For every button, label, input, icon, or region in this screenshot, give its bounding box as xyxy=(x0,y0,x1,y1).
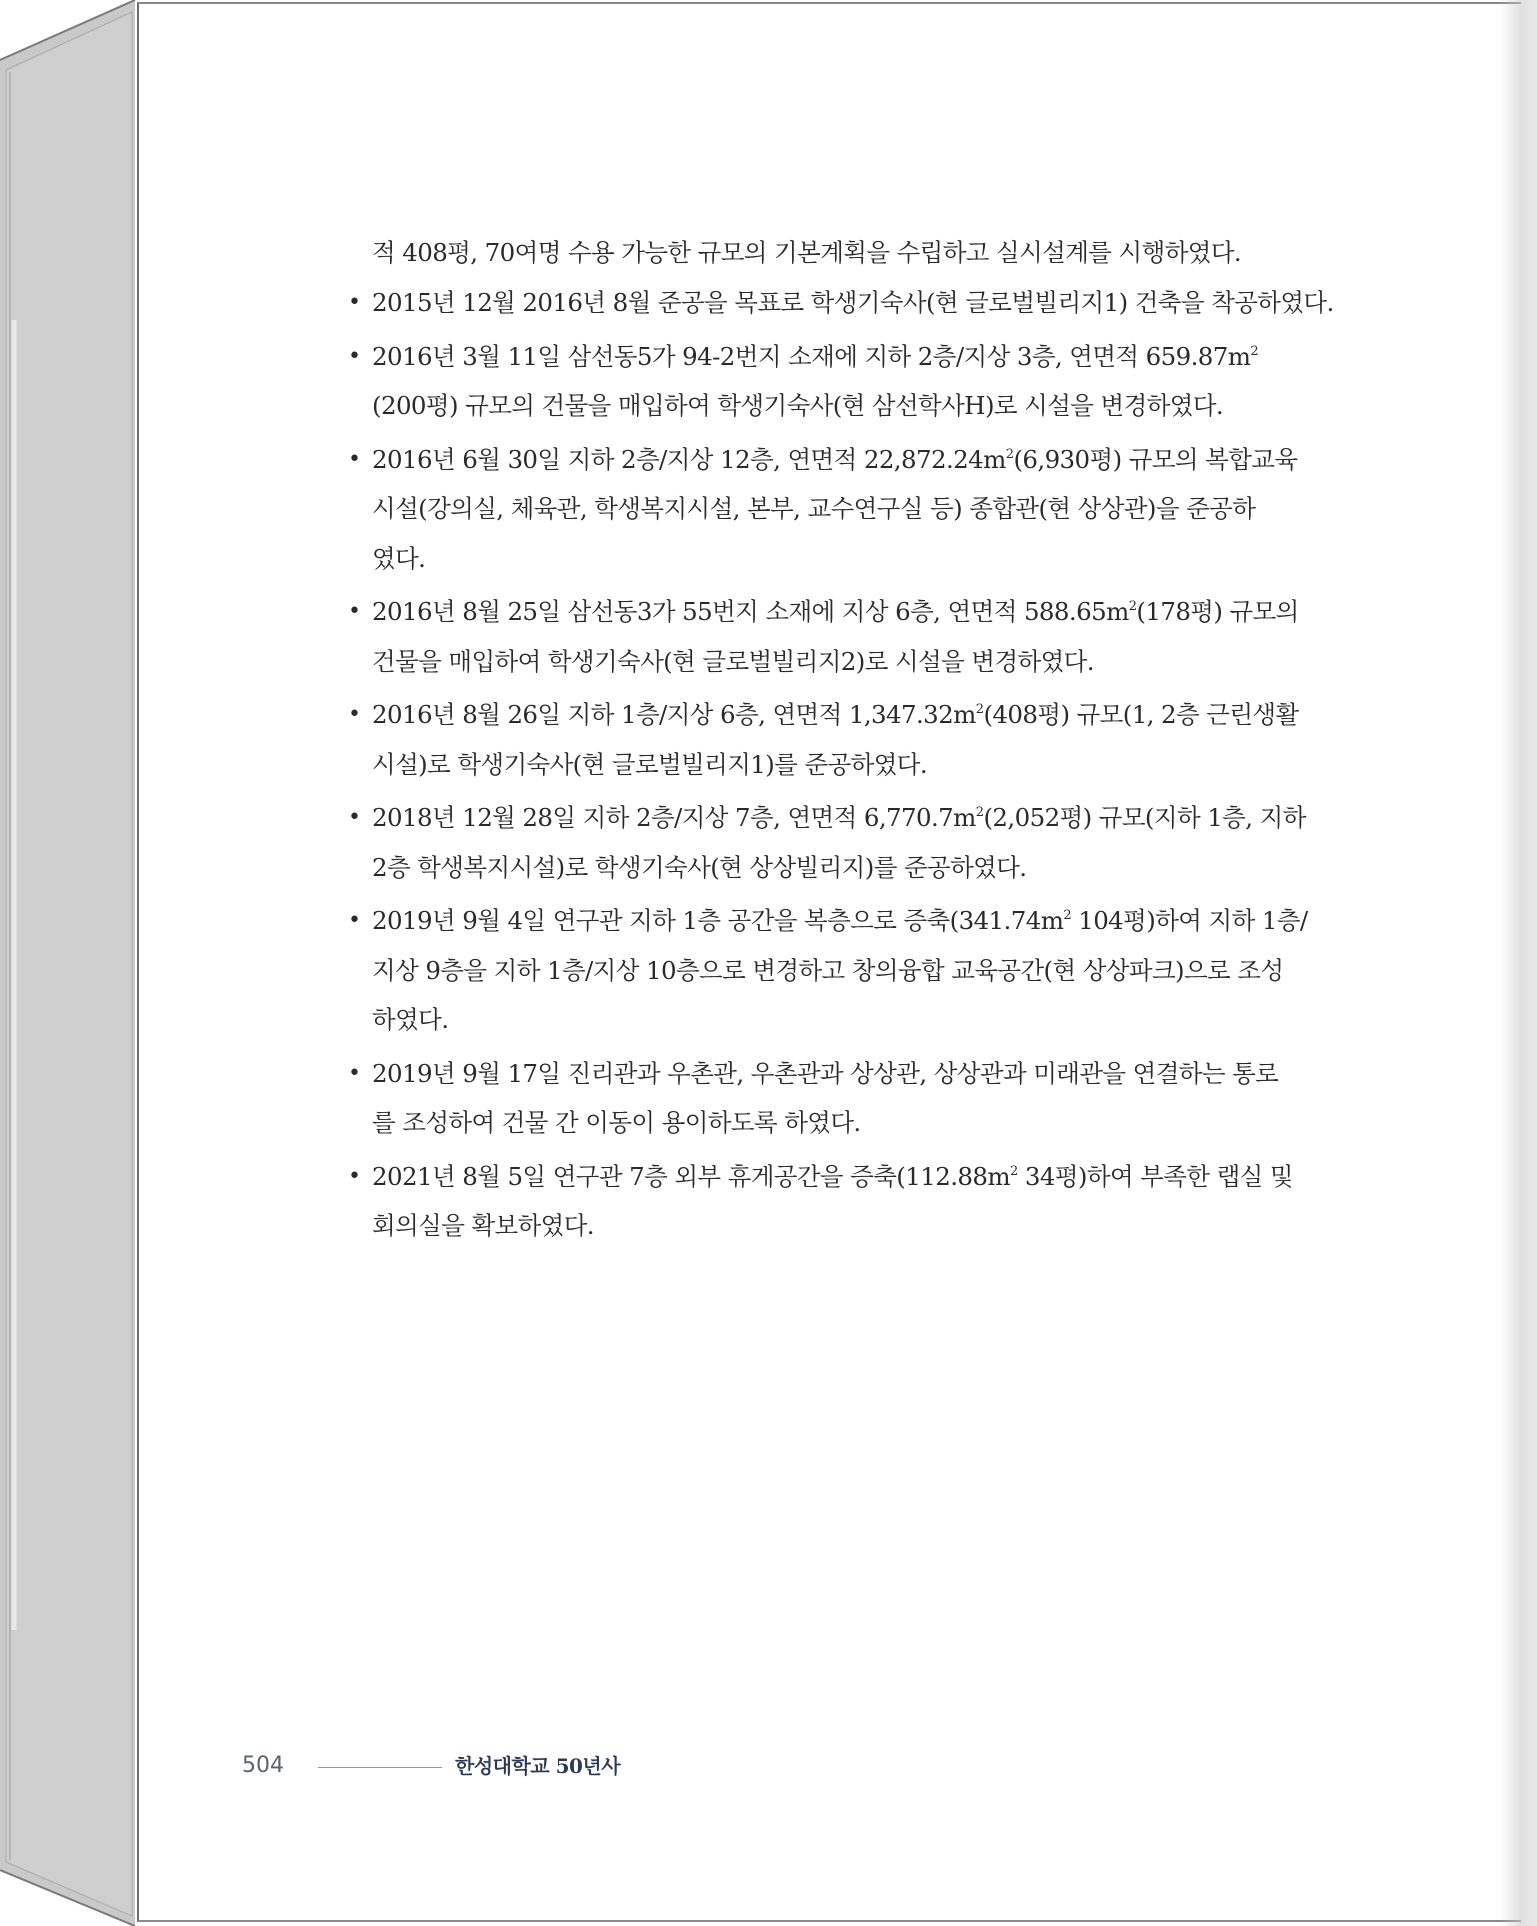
bullet-icon: • xyxy=(348,1163,361,1189)
item-text-line xyxy=(372,332,1286,382)
item-text-segment: 2021년 8월 5일 연구관 7층 외부 휴게공간을 증축(112.88m xyxy=(372,1161,1011,1191)
bullet-icon: • xyxy=(348,446,361,472)
item-text-segment: (6,930평) 규모의 복합교육 xyxy=(1013,444,1298,474)
item-text-line: 지상 9층을 지하 1층/지상 10층으로 변경하고 창의융합 교육공간(현 상상파크)으로 조성 xyxy=(372,955,1284,985)
item-text-line: 2015년 12월 2016년 8월 준공을 목표로 학생기숙사(현 글로벌빌리지1) 건축을 착공하였다. xyxy=(372,288,1334,317)
bullet-list xyxy=(346,278,1334,1251)
item-text-line: 를 조성하여 건물 간 이동이 용이하도록 하였다. xyxy=(372,1108,861,1137)
item-text-line: 시설(강의실, 체육관, 학생복지시설, 본부, 교수연구실 등) 종합관(현 상상관)을 준공하 xyxy=(372,494,1256,523)
item-text-segment: 2016년 6월 30일 지하 2층/지상 12층, 연면적 22,872.24m xyxy=(372,444,1006,474)
page-footer xyxy=(0,1752,1537,1792)
area-unit-superscript: 2 xyxy=(1010,1163,1018,1179)
item-text-segment: 104평)하여 지하 1층/ xyxy=(1071,906,1308,935)
item-text-line: 하였다. xyxy=(372,1005,449,1034)
item-text-line xyxy=(372,793,1306,843)
item-text-line: 회의실을 확보하였다. xyxy=(372,1211,594,1240)
area-unit-superscript: 2 xyxy=(1005,446,1014,462)
item-text-segment: 34평)하여 부족한 랩실 및 xyxy=(1017,1161,1293,1191)
list-item xyxy=(346,1152,1293,1251)
item-text-segment: (178평) 규모의 xyxy=(1136,597,1299,626)
area-unit-superscript: 2 xyxy=(975,805,984,820)
bullet-icon: • xyxy=(348,1060,361,1086)
area-unit-superscript: 2 xyxy=(975,702,984,717)
item-text-line xyxy=(372,690,1299,740)
bullet-icon: • xyxy=(348,805,361,830)
item-text-line: 시설)로 학생기숙사(현 글로벌빌리지1)를 준공하였다. xyxy=(372,749,928,779)
list-item xyxy=(346,1049,1286,1148)
page-number: 504 xyxy=(242,1753,284,1778)
list-item xyxy=(346,332,1286,431)
list-item xyxy=(346,793,1306,892)
book-spine-edge xyxy=(0,0,140,1926)
item-text-segment: (2,052평) 규모(지하 1층, 지하 xyxy=(983,803,1306,832)
item-text-segment: 2019년 9월 4일 연구관 지하 1층 공간을 복층으로 증축(341.74m xyxy=(372,906,1064,935)
item-text-segment: 2016년 8월 26일 지하 1층/지상 6층, 연면적 1,347.32m xyxy=(372,700,976,729)
item-text-segment: (408평) 규모(1, 2층 근린생활 xyxy=(983,700,1299,729)
list-item xyxy=(346,690,1299,789)
area-unit-superscript: 2 xyxy=(1128,599,1137,614)
continued-text-line: 적 408평, 70여명 수용 가능한 규모의 기본계획을 수립하고 실시설계를 시행하였다. xyxy=(372,238,1242,267)
item-text-line xyxy=(372,1152,1293,1202)
list-item xyxy=(346,896,1308,1045)
page-edge-shadow xyxy=(1500,0,1537,1926)
item-text-line: (200평) 규모의 건물을 매입하여 학생기숙사(현 삼선학사H)로 시설을 변경하였다. xyxy=(372,391,1224,420)
bullet-icon: • xyxy=(348,908,361,933)
item-text-line xyxy=(372,896,1308,946)
list-item xyxy=(346,435,1298,584)
footer-divider xyxy=(318,1767,442,1768)
item-text-line: 2019년 9월 17일 진리관과 우촌관, 우촌관과 상상관, 상상관과 미래관을 연결하는 통로 xyxy=(372,1058,1279,1088)
area-unit-superscript: 2 xyxy=(1250,343,1259,359)
item-text-segment: 2018년 12월 28일 지하 2층/지상 7층, 연면적 6,770.7m xyxy=(372,803,976,832)
item-text-line: 2층 학생복지시설)로 학생기숙사(현 상상빌리지)를 준공하였다. xyxy=(372,852,1027,882)
bullet-icon: • xyxy=(348,343,361,369)
bullet-icon: • xyxy=(348,599,361,624)
bullet-icon: • xyxy=(348,290,361,315)
bullet-icon: • xyxy=(348,702,361,727)
item-text-line: 건물을 매입하여 학생기숙사(현 글로벌빌리지2)로 시설을 변경하였다. xyxy=(372,646,1094,676)
list-item xyxy=(346,587,1299,686)
item-text-segment: 2016년 3월 11일 삼선동5가 94-2번지 소재에 지하 2층/지상 3층, 연면적 659.87m xyxy=(372,341,1251,371)
item-text-line xyxy=(372,587,1299,637)
area-unit-superscript: 2 xyxy=(1063,908,1072,923)
item-text-line: 였다. xyxy=(372,543,426,573)
list-item xyxy=(346,278,1334,328)
item-text-segment: 2016년 8월 25일 삼선동3가 55번지 소재에 지상 6층, 연면적 588.65m xyxy=(372,597,1129,626)
running-title: 한성대학교 50년사 xyxy=(455,1754,621,1778)
item-text-line xyxy=(372,435,1298,485)
body-text xyxy=(346,228,1334,1255)
